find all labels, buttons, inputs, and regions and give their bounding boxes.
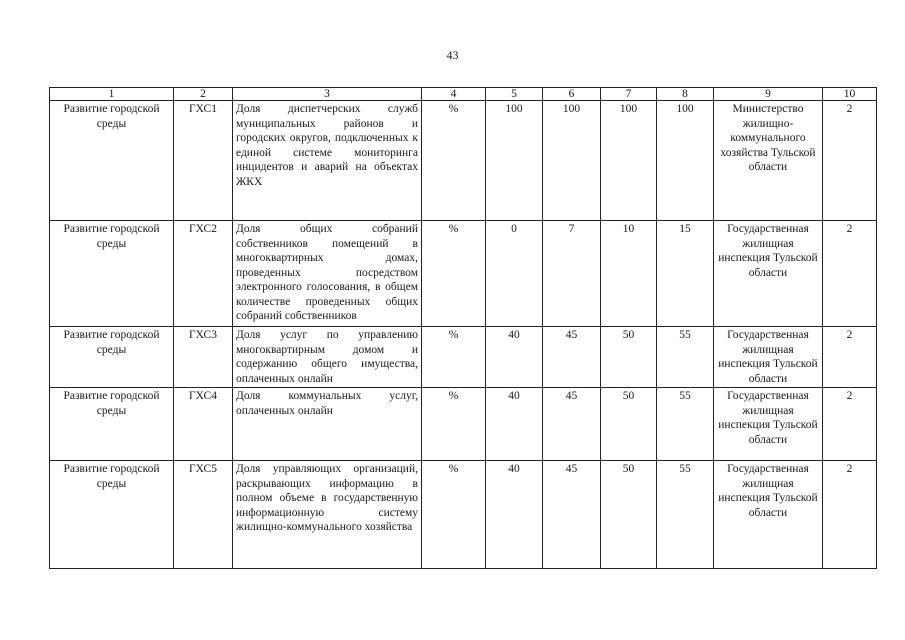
org-cell: Государственная жилищная инспекция Тульской области: [714, 461, 823, 569]
code-cell: ГХС5: [174, 461, 233, 569]
value-cell: 0: [486, 221, 543, 327]
value-cell: 45: [543, 388, 601, 461]
column-number-row: [50, 88, 877, 101]
value-cell: 45: [543, 461, 601, 569]
column-header: 8: [657, 88, 714, 101]
table-row: [50, 388, 877, 461]
priority-cell: 2: [823, 221, 877, 327]
table-row: [50, 221, 877, 327]
priority-cell: 2: [823, 461, 877, 569]
area-cell: Развитие городской среды: [50, 101, 174, 221]
value-cell: 55: [657, 327, 714, 388]
column-header: 7: [601, 88, 657, 101]
column-header: 4: [422, 88, 486, 101]
value-cell: 55: [657, 388, 714, 461]
indicator-cell: Доля диспетчерских служб муниципальных районов и городских округов, подключенных к единой системе мониторинга инцидентов и аварий на объектах ЖКХ: [233, 101, 422, 221]
code-cell: ГХС1: [174, 101, 233, 221]
column-header: 5: [486, 88, 543, 101]
code-cell: ГХС4: [174, 388, 233, 461]
value-cell: 45: [543, 327, 601, 388]
column-header: 9: [714, 88, 823, 101]
indicators-table: [49, 87, 877, 569]
indicator-cell: Доля услуг по управлению многоквартирным домом и содержанию общего имущества, оплаченных онлайн: [233, 327, 422, 388]
value-cell: 40: [486, 388, 543, 461]
value-cell: 40: [486, 327, 543, 388]
unit-cell: %: [422, 388, 486, 461]
code-cell: ГХС3: [174, 327, 233, 388]
unit-cell: %: [422, 461, 486, 569]
indicator-cell: Доля общих собраний собственников помещений в многоквартирных домах, проведенных посредством электронного голосования, в общем количестве проведенных общих собраний собственников: [233, 221, 422, 327]
column-header: 2: [174, 88, 233, 101]
unit-cell: %: [422, 327, 486, 388]
value-cell: 7: [543, 221, 601, 327]
value-cell: 55: [657, 461, 714, 569]
area-cell: Развитие городской среды: [50, 327, 174, 388]
code-cell: ГХС2: [174, 221, 233, 327]
table-row: [50, 101, 877, 221]
org-cell: Государственная жилищная инспекция Тульской области: [714, 327, 823, 388]
page-number: 43: [446, 48, 459, 62]
column-header: 3: [233, 88, 422, 101]
value-cell: 50: [601, 388, 657, 461]
org-cell: Министерство жилищно-коммунального хозяйства Тульской области: [714, 101, 823, 221]
column-header: 10: [823, 88, 877, 101]
value-cell: 100: [657, 101, 714, 221]
priority-cell: 2: [823, 327, 877, 388]
unit-cell: %: [422, 221, 486, 327]
column-header: 1: [50, 88, 174, 101]
value-cell: 40: [486, 461, 543, 569]
org-cell: Государственная жилищная инспекция Тульской области: [714, 388, 823, 461]
area-cell: Развитие городской среды: [50, 221, 174, 327]
table-row: [50, 461, 877, 569]
value-cell: 50: [601, 327, 657, 388]
priority-cell: 2: [823, 388, 877, 461]
column-header: 6: [543, 88, 601, 101]
indicator-cell: Доля управляющих организаций, раскрывающих информацию в полном объеме в государственную информационную систему жилищно-коммунального хозяйства: [233, 461, 422, 569]
unit-cell: %: [422, 101, 486, 221]
value-cell: 100: [601, 101, 657, 221]
indicator-cell: Доля коммунальных услуг, оплаченных онлайн: [233, 388, 422, 461]
value-cell: 100: [486, 101, 543, 221]
value-cell: 15: [657, 221, 714, 327]
table-row: [50, 327, 877, 388]
value-cell: 100: [543, 101, 601, 221]
area-cell: Развитие городской среды: [50, 461, 174, 569]
value-cell: 50: [601, 461, 657, 569]
value-cell: 10: [601, 221, 657, 327]
priority-cell: 2: [823, 101, 877, 221]
org-cell: Государственная жилищная инспекция Тульской области: [714, 221, 823, 327]
area-cell: Развитие городской среды: [50, 388, 174, 461]
